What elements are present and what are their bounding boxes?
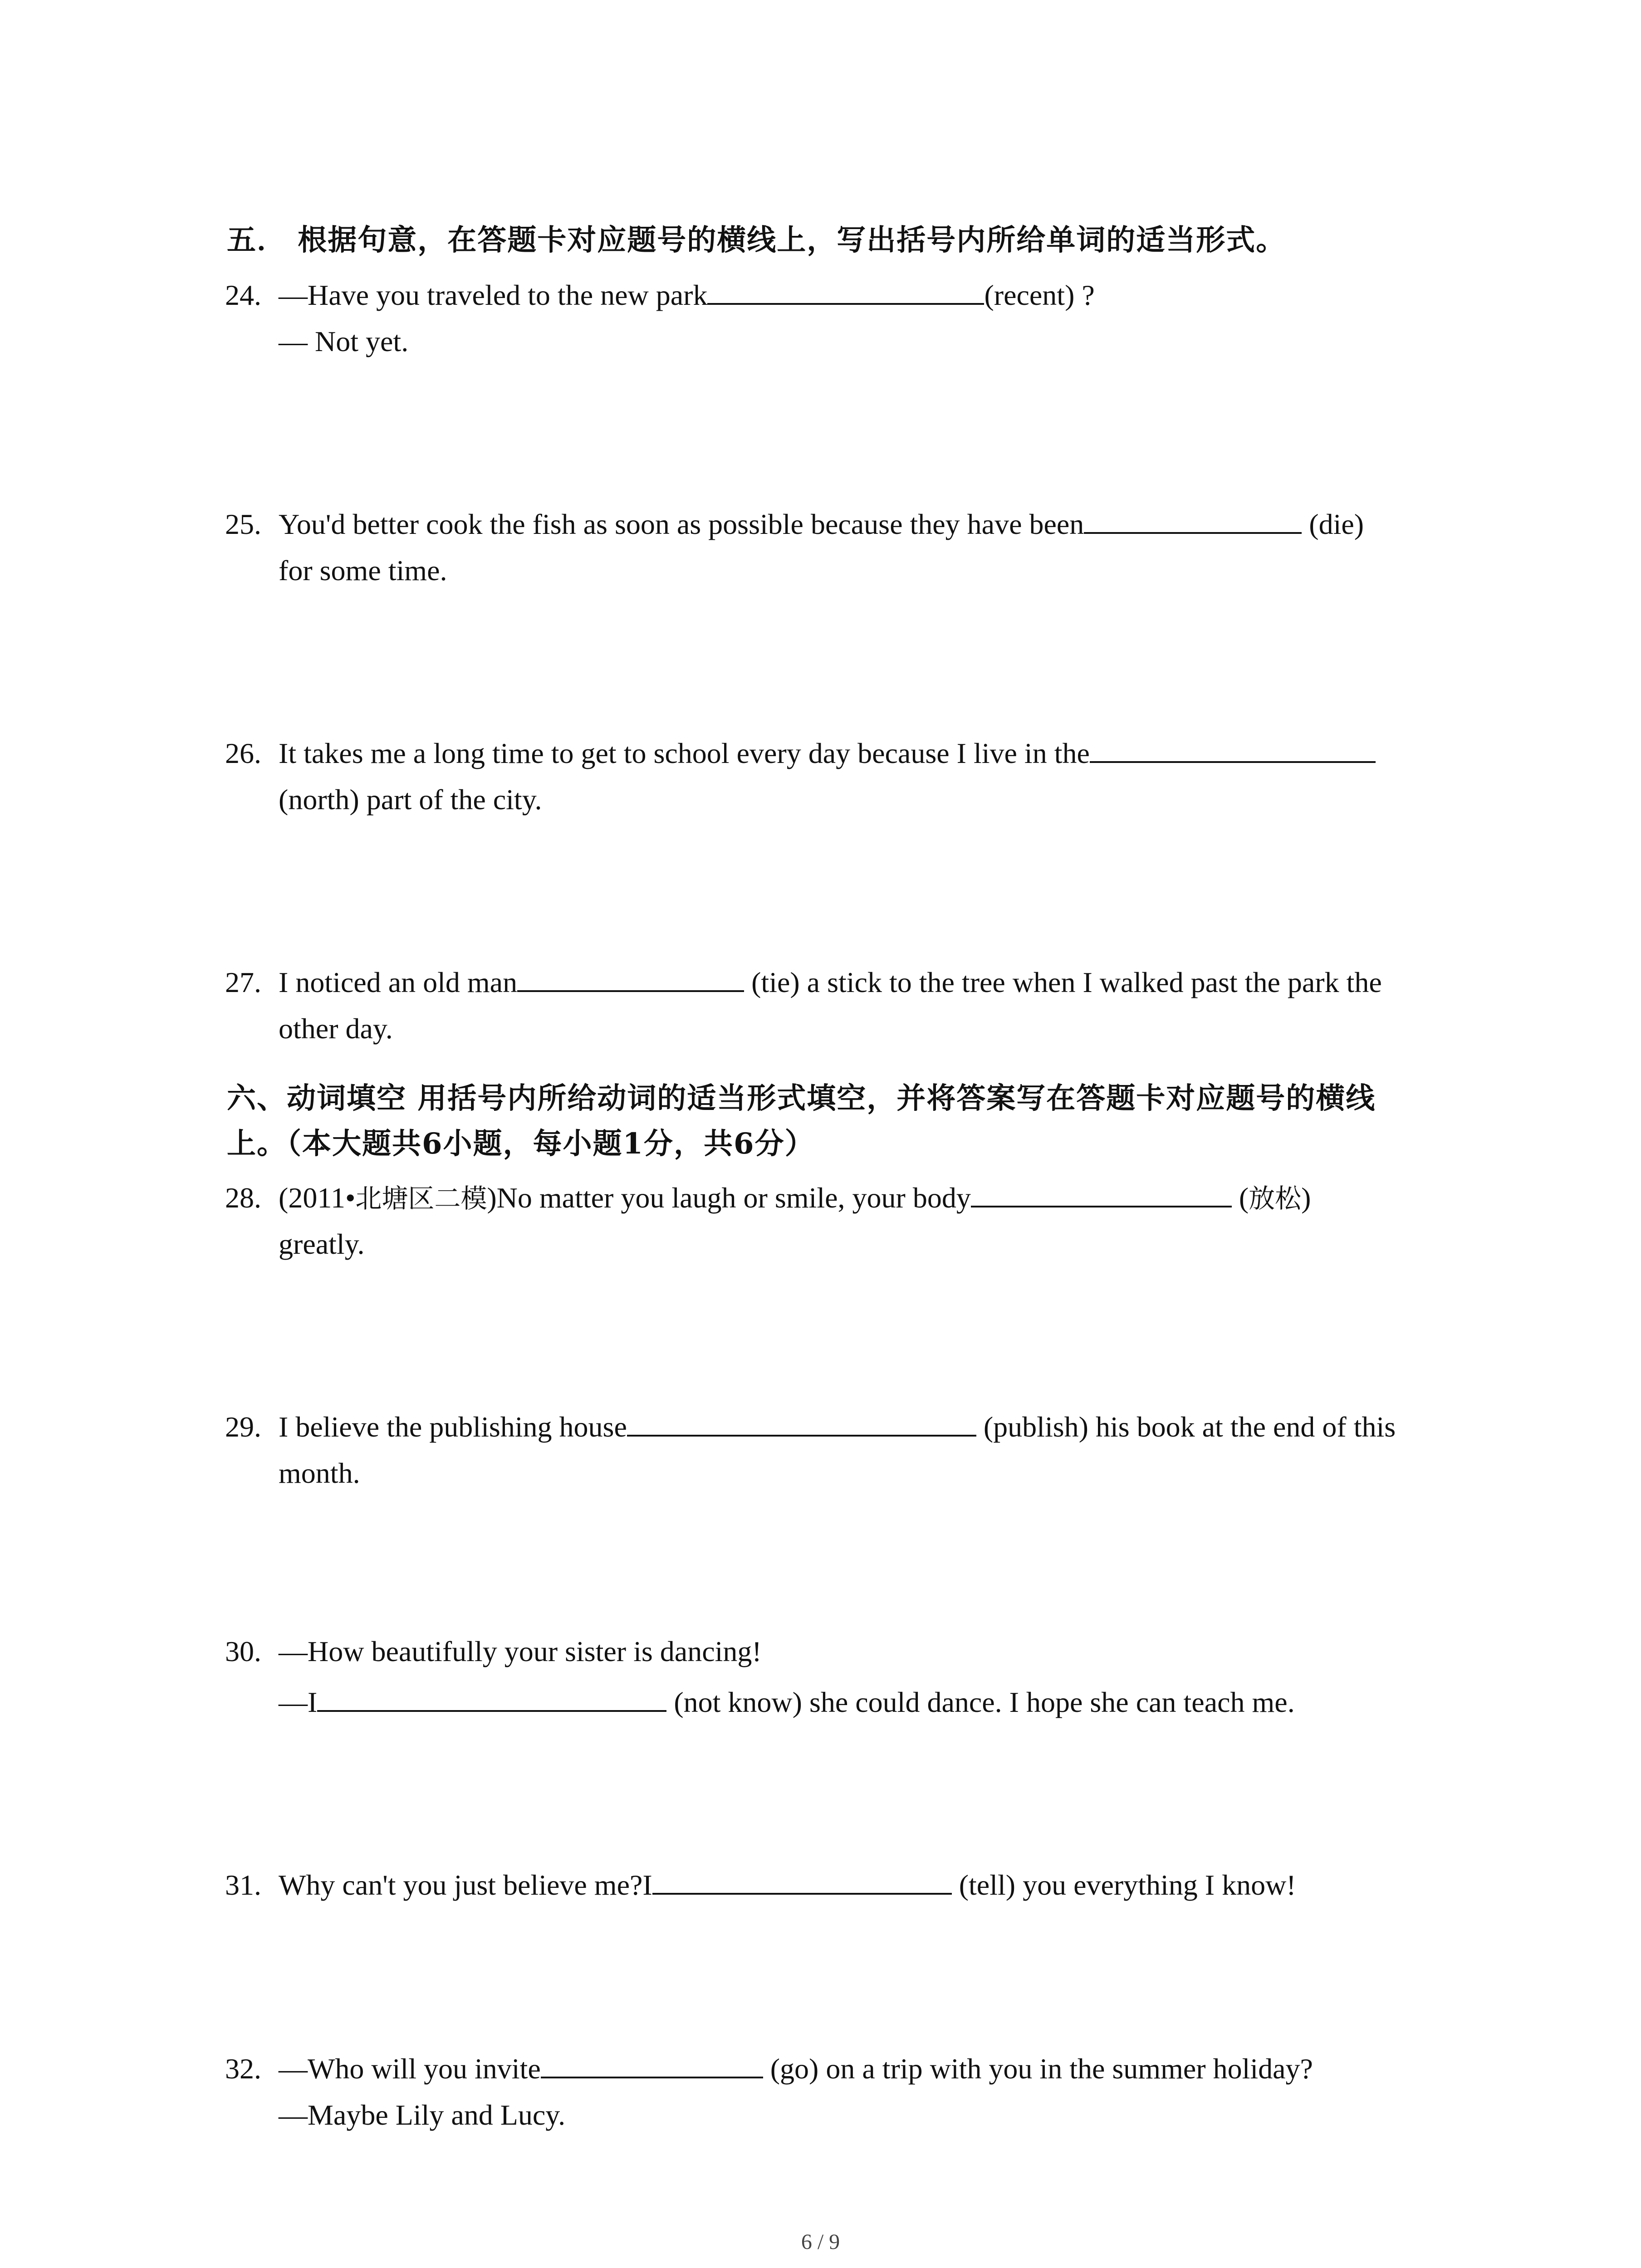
question-continuation: greatly. <box>279 1228 365 1260</box>
question-hint-close: ) <box>1301 1182 1311 1214</box>
question-number: 31. <box>225 1869 261 1901</box>
answer-blank[interactable] <box>627 1406 976 1437</box>
answer-blank[interactable] <box>1084 503 1302 534</box>
question-reply: —Maybe Lily and Lucy. <box>279 2099 566 2131</box>
question-reply: — Not yet. <box>279 325 409 357</box>
question-reply-start: —I <box>279 1686 318 1718</box>
question-text: )No matter you laugh or smile, your body <box>487 1182 971 1214</box>
answer-blank[interactable] <box>971 1177 1232 1207</box>
question-number: 29. <box>225 1411 261 1443</box>
question-text: —Have you traveled to the new park <box>279 279 708 311</box>
question-hint: (publish) his book at the end of this <box>976 1411 1396 1443</box>
question-source-district: 北塘区二模 <box>355 1183 487 1214</box>
answer-blank[interactable] <box>517 961 744 992</box>
question-continuation: (north) part of the city. <box>279 783 542 816</box>
question-hint-chinese: 放松 <box>1249 1183 1302 1214</box>
question-text: I believe the publishing house <box>279 1411 627 1443</box>
question-number: 24. <box>225 279 261 311</box>
question-continuation: month. <box>279 1457 360 1489</box>
question-hint-open: ( <box>1231 1182 1249 1214</box>
section-5-heading: 五． 根据句意，在答题卡对应题号的横线上，写出括号内所给单词的适当形式。 <box>227 223 1286 257</box>
answer-blank[interactable] <box>541 2048 763 2078</box>
question-number: 27. <box>225 966 261 998</box>
question-continuation: for some time. <box>279 554 447 587</box>
section-6-heading-line-2: 上。（本大题共6小题，每小题1分，共6分） <box>227 1127 815 1161</box>
question-number: 26. <box>225 737 261 769</box>
question-hint: (go) on a trip with you in the summer holiday? <box>763 2053 1313 2085</box>
question-source: (2011• <box>279 1182 356 1214</box>
question-text: —How beautifully your sister is dancing! <box>279 1635 762 1667</box>
section-6-heading-line-1: 六、动词填空 用括号内所给动词的适当形式填空，并将答案写在答题卡对应题号的横线 <box>227 1081 1376 1115</box>
question-hint: (not know) she could dance. I hope she can teach me. <box>666 1686 1295 1718</box>
question-text: It takes me a long time to get to school every day because I live in the <box>279 737 1090 769</box>
question-text: You'd better cook the fish as soon as possible because they have been <box>279 508 1084 540</box>
question-number: 32. <box>225 2053 261 2085</box>
question-number: 28. <box>225 1182 261 1214</box>
question-text: Why can't you just believe me?I <box>279 1869 652 1901</box>
question-hint: (tie) a stick to the tree when I walked past the park the <box>744 966 1382 998</box>
page-number: 6 / 9 <box>801 2230 840 2254</box>
answer-blank[interactable] <box>1090 732 1376 763</box>
question-continuation: other day. <box>279 1012 393 1045</box>
answer-blank[interactable] <box>652 1864 952 1895</box>
answer-blank[interactable] <box>707 274 984 305</box>
question-hint: (recent) ? <box>984 279 1095 311</box>
question-hint: (tell) you everything I know! <box>951 1869 1296 1901</box>
question-number: 30. <box>225 1635 261 1667</box>
answer-blank[interactable] <box>317 1681 666 1712</box>
question-text: I noticed an old man <box>279 966 518 998</box>
question-text: —Who will you invite <box>279 2053 541 2085</box>
question-number: 25. <box>225 508 261 540</box>
question-hint: (die) <box>1302 508 1364 540</box>
